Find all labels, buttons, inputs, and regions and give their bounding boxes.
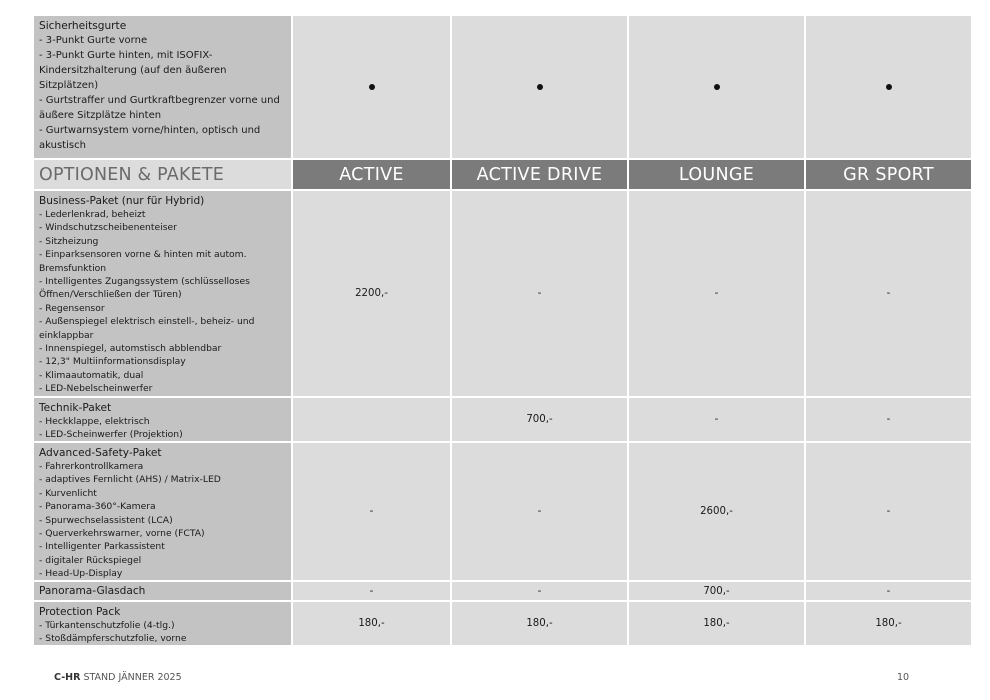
availability-cell [452, 16, 627, 158]
list-item: - Intelligenter Parkassistent [39, 541, 165, 553]
list-item: - Einparksensoren vorne & hinten mit autom. Bremsfunktion [39, 249, 247, 274]
safety-belts-label [34, 16, 291, 158]
price-cell: 180,- [293, 602, 450, 645]
price-cell: - [806, 398, 971, 441]
list-item: - Stoßdämpferschutzfolie, vorne [39, 633, 187, 645]
price-cell: 2200,- [293, 191, 450, 396]
package-title: Technik-Paket [39, 402, 112, 414]
package-title: Panorama-Glasdach [39, 585, 146, 597]
standard-dot-icon [369, 84, 375, 90]
price-cell: - [452, 582, 627, 600]
price-cell: - [452, 443, 627, 580]
list-item: - Türkantenschutzfolie (4-tlg.) [39, 620, 175, 631]
footer-document-info [54, 672, 182, 683]
list-item: - 3-Punkt Gurte hinten, mit ISOFIX-Kindersitzhalterung (auf den äußeren Sitzplätzen) [39, 50, 227, 91]
list-item: - LED-Nebelscheinwerfer [39, 383, 153, 395]
price-cell: 180,- [806, 602, 971, 645]
list-item: - Kurvenlicht [39, 487, 97, 499]
technik-package-label [34, 398, 291, 441]
list-item: - Windschutzscheibenenteiser [39, 222, 177, 234]
list-item: - digitaler Rückspiegel [39, 554, 142, 566]
list-item: - Innenspiegel, automstisch abblendbar [39, 343, 222, 355]
footer-model: C-HR [54, 672, 81, 683]
price-cell: - [806, 191, 971, 396]
price-cell: 180,- [452, 602, 627, 645]
availability-cell [629, 16, 804, 158]
list-item: - Regensensor [39, 302, 105, 314]
trim-header-active: ACTIVE [293, 160, 450, 189]
price-cell: - [452, 191, 627, 396]
standard-dot-icon [537, 84, 543, 90]
price-cell: - [293, 443, 450, 580]
list-item: - Klimaautomatik, dual [39, 369, 144, 381]
business-package-label [34, 191, 291, 396]
trim-header-gr-sport: GR SPORT [806, 160, 971, 189]
price-cell [293, 398, 450, 441]
price-cell: - [806, 582, 971, 600]
price-cell: - [629, 398, 804, 441]
price-cell: - [806, 443, 971, 580]
availability-cell [806, 16, 971, 158]
price-cell: - [629, 191, 804, 396]
trim-header-lounge: LOUNGE [629, 160, 804, 189]
list-item: - Head-Up-Display [39, 568, 123, 580]
section-title: OPTIONEN & PAKETE [34, 160, 291, 189]
list-item: - Intelligentes Zugangssystem (schlüsselloses Öffnen/Verschließen der Türen) [39, 276, 250, 301]
standard-dot-icon [714, 84, 720, 90]
advanced-safety-package-label [34, 443, 291, 580]
price-cell: 700,- [629, 582, 804, 600]
price-cell: 2600,- [629, 443, 804, 580]
availability-cell [293, 16, 450, 158]
package-title: Advanced-Safety-Paket [39, 447, 162, 459]
list-item: - Gurtstraffer und Gurtkraftbegrenzer vorne und äußere Sitzplätze hinten [39, 95, 280, 121]
price-cell: 180,- [629, 602, 804, 645]
list-item: - 12,3" Multiinformationsdisplay [39, 356, 186, 368]
package-title: Protection Pack [39, 606, 121, 618]
panorama-roof-label [34, 582, 291, 600]
page-number: 10 [897, 672, 910, 683]
protection-pack-label [34, 602, 291, 645]
price-cell: - [293, 582, 450, 600]
list-item: - Fahrerkontrollkamera [39, 461, 144, 472]
list-item: - 3-Punkt Gurte vorne [39, 35, 148, 46]
list-item: - Spurwechselassistent (LCA) [39, 514, 173, 526]
list-item: - Heckklappe, elektrisch [39, 416, 150, 427]
list-item: - Lederlenkrad, beheizt [39, 209, 146, 220]
list-item: - adaptives Fernlicht (AHS) / Matrix-LED [39, 474, 221, 486]
list-item: - Panorama-360°-Kamera [39, 501, 156, 513]
options-table [34, 16, 971, 645]
list-item: - Querverkehrswarner, vorne (FCTA) [39, 528, 205, 540]
price-cell: 700,- [452, 398, 627, 441]
package-title: Business-Paket (nur für Hybrid) [39, 195, 205, 207]
list-item: - Außenspiegel elektrisch einstell-, beheiz- und einklappbar [39, 316, 255, 341]
standard-dot-icon [886, 84, 892, 90]
list-item: - Sitzheizung [39, 235, 99, 247]
list-item: - LED-Scheinwerfer (Projektion) [39, 429, 183, 441]
trim-header-active-drive: ACTIVE DRIVE [452, 160, 627, 189]
footer-stand: STAND JÄNNER 2025 [83, 672, 182, 683]
row-title: Sicherheitsgurte [39, 20, 127, 32]
list-item: - Gurtwarnsystem vorne/hinten, optisch und akustisch [39, 125, 261, 151]
